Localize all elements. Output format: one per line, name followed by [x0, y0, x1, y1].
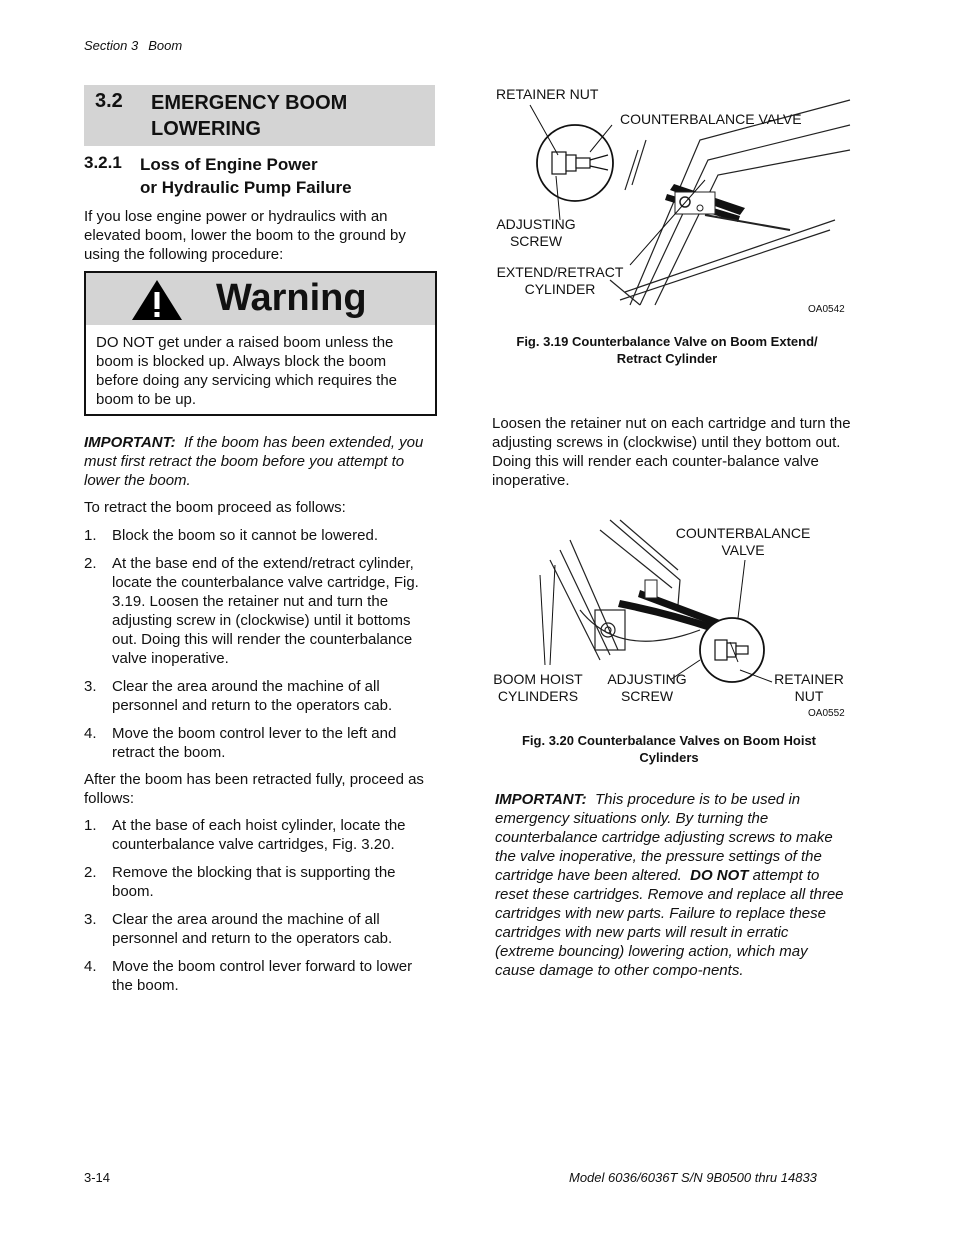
header-chapter: Boom — [148, 38, 183, 53]
important-label: IMPORTANT: — [84, 434, 176, 451]
lower-steps-list — [84, 816, 436, 1004]
running-header — [84, 38, 182, 53]
subsection-title-line1: Loss of Engine Power — [140, 155, 318, 174]
warning-box — [84, 271, 437, 416]
list-item: 1. Block the boom so it cannot be lowered. — [84, 527, 378, 544]
do-not-emphasis: DO NOT — [690, 867, 749, 884]
list-item: 3. Clear the area around the machine of all personnel and return to the operators cab. — [84, 911, 393, 947]
label-boom-hoist-cylinders: BOOM HOIST CYLINDERS — [493, 671, 583, 704]
figure-3-19-caption: Fig. 3.19 Counterbalance Valve on Boom Extend/ Retract Cylinder — [516, 334, 818, 366]
exclamation-triangle-icon — [130, 278, 184, 322]
list-item: 1. At the base of each hoist cylinder, locate the counterbalance valve cartridges, Fig. 3.20. — [84, 817, 406, 853]
subsection-number: 3.2.1 — [84, 153, 122, 172]
after-retract-paragraph: After the boom has been retracted fully, proceed as follows: — [84, 771, 424, 807]
list-item: 2. Remove the blocking that is supporting the boom. — [84, 864, 396, 900]
label-retainer-nut: RETAINER NUT — [496, 86, 599, 102]
section-number: 3.2 — [95, 90, 123, 112]
list-item: 2. At the base end of the extend/retract cylinder, locate the counterbalance valve cartridge, Fig. 3.19. Loosen the retainer nut and turn the adjusting screw in (clockwise) until it bottoms out. Doing this will render the counterbalance valve inoperative. — [84, 555, 419, 667]
figure-code: OA0542 — [808, 304, 845, 315]
intro-paragraph: If you lose engine power or hydraulics with an elevated boom, lower the boom to the ground by using the following procedure: — [84, 208, 406, 263]
figure-3-20-caption: Fig. 3.20 Counterbalance Valves on Boom Hoist Cylinders — [521, 733, 817, 765]
list-item: 4. Move the boom control lever forward to lower the boom. — [84, 958, 413, 994]
subsection-title — [140, 153, 430, 199]
label-adjusting-screw-2: ADJUSTING SCREW — [607, 671, 687, 704]
page-number: 3-14 — [84, 1170, 111, 1185]
figure-code-2: OA0552 — [808, 708, 845, 719]
warning-header — [86, 273, 435, 325]
important-text-a: This procedure is to be used in emergency situations only. By turning the counterbalance cartridge adjusting screws to make the valve inoperative, the pressure settings of the cartridge have been altered. — [495, 791, 833, 884]
label-extend-retract-cylinder: EXTEND/RETRACT CYLINDER — [496, 264, 624, 297]
warning-title: Warning — [216, 277, 367, 319]
important-note-procedure — [495, 790, 850, 980]
retract-steps-list — [84, 526, 436, 771]
label-adjusting-screw: ADJUSTING SCREW — [496, 216, 576, 249]
list-item: 4. Move the boom control lever to the left and retract the boom. — [84, 725, 397, 761]
loosen-paragraph: Loosen the retainer nut on each cartridge and turn the adjusting screws in (clockwise) until they bottom out. Doing this will render each counter-balance valve inoperative. — [492, 415, 851, 489]
model-footer: Model 6036/6036T S/N 9B0500 thru 14833 — [569, 1170, 817, 1185]
label-retainer-nut-2: RETAINER NUT — [774, 671, 844, 704]
section-title: EMERGENCY BOOM LOWERING — [151, 92, 348, 140]
list-item: 3. Clear the area around the machine of all personnel and return to the operators cab. — [84, 678, 393, 714]
label-counterbalance-valve: COUNTERBALANCE VALVE — [620, 111, 802, 127]
important-text-b: attempt to reset these cartridges. Remove and replace all three cartridges with new parts. Failure to replace these cartridges with new parts will result in erratic (extreme bouncing) lowering action, which may cause damage to other compo-nents. — [495, 867, 844, 979]
label-counterbalance-valve-2: COUNTERBALANCE VALVE — [675, 525, 811, 558]
subsection-title-line2: or Hydraulic Pump Failure — [140, 178, 352, 197]
important-label-2: IMPORTANT: — [495, 791, 587, 808]
important-text: If the boom has been extended, you must first retract the boom before you attempt to lower the boom. — [84, 434, 424, 489]
warning-body: DO NOT get under a raised boom unless the boom is blocked up. Always block the boom before doing any servicing which requires the boom to be up. — [96, 334, 398, 408]
header-section: Section 3 — [84, 38, 139, 53]
retract-intro: To retract the boom proceed as follows: — [84, 499, 346, 516]
important-note-retract — [84, 433, 436, 490]
